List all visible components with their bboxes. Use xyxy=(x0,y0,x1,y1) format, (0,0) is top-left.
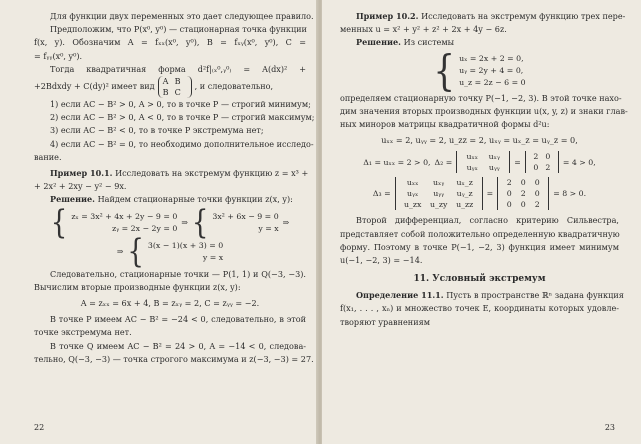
matrix-cell: A xyxy=(162,76,169,87)
matrix-cell: uᵧ_z xyxy=(456,189,473,199)
matrix-cell: 0 xyxy=(506,189,512,199)
text-line: дим значения вторых производных функции u(x, y, z) и знаки глав- xyxy=(340,105,628,116)
matrix-cell: uᵧᵧ xyxy=(433,189,445,199)
matrix-cell: uₓᵧ xyxy=(433,178,445,188)
text-line: = fᵧᵧ(x⁰, y⁰). xyxy=(34,50,83,61)
text-line: В точке Q имеем AC − B² = 24 > 0, A = −14 < 0, следова- xyxy=(50,340,306,351)
implies-arrow: ⇒ xyxy=(181,217,188,227)
brace: { xyxy=(191,203,209,242)
text-line: вание. xyxy=(34,151,62,162)
equation: uᵧ = 2y + 4 = 0, xyxy=(459,65,524,75)
solution-line xyxy=(34,193,306,206)
right-page xyxy=(322,0,641,444)
matrix-cell: B xyxy=(174,76,181,87)
system-2 xyxy=(212,211,278,235)
page-number: 23 xyxy=(604,423,615,432)
equation: zᵧ = 2x − 2y = 0 xyxy=(112,223,178,233)
matrix-cell: 0 xyxy=(506,200,512,210)
formula-line: A = zₓₓ = 6x + 4, B = zₓᵧ = 2, C = zᵧᵧ = −2. xyxy=(80,298,260,309)
matrix-cell: 2 xyxy=(545,163,551,173)
equation-system xyxy=(340,45,619,96)
matrix-cell: uᵧₓ xyxy=(466,163,478,173)
equation-system-row xyxy=(34,203,306,242)
matrix-cell: 0 xyxy=(533,163,539,173)
text-line: Следовательно, стационарные точки — P(1, 1) и Q(−3, −3). xyxy=(50,268,306,279)
equation: y = x xyxy=(202,252,224,262)
matrix-cell: uᵧₓ xyxy=(407,189,419,199)
equation: uₓ = 2x + 2 = 0, xyxy=(459,53,524,63)
delta-1-2-row xyxy=(340,151,619,173)
example-text: Исследовать на экстремум функцию z = x³ + xyxy=(115,168,309,179)
solution-label: Решение. xyxy=(50,194,95,205)
matrix-cell: 2 xyxy=(534,200,540,210)
matrix-cell: uₓ_z xyxy=(456,178,473,188)
matrix-cell: 0 xyxy=(520,200,526,210)
text-line: менных u = x² + y² + z² + 2x + 4y − 6z. xyxy=(340,24,507,35)
criterion-2: 2) если AC − B² > 0, A < 0, то в точке P — строгий максимум; xyxy=(50,112,315,123)
text-line: В точке P имеем AC − B² = −24 < 0, следовательно, в этой xyxy=(50,314,306,325)
criterion-1: 1) если AC − B² > 0, A > 0, то в точке P — строгий минимум; xyxy=(50,99,311,110)
matrix-cell: uₓᵧ xyxy=(488,152,500,162)
text-line: f(x, y). Обозначим A = fₓₓ(x⁰, y⁰), B = fₓᵧ(x⁰, y⁰), C = xyxy=(34,37,306,48)
matrix-cell: uᵧᵧ xyxy=(488,163,500,173)
equation: 3x² + 6x − 9 = 0 xyxy=(212,211,279,221)
system-equations xyxy=(459,53,526,89)
matrix-line xyxy=(34,76,306,98)
criterion-3: 3) если AC − B² < 0, то в точке P экстремума нет; xyxy=(50,125,264,136)
solution-text: Найдем стационарные точки функции z(x, y): xyxy=(97,194,293,205)
text-line: u(−1, −2, 3) = −14. xyxy=(340,255,423,266)
example-title: Пример 10.2. xyxy=(356,11,419,21)
matrix-cell: 0 xyxy=(520,178,526,188)
ab-matrix xyxy=(158,76,192,98)
text-line: Вычислим вторые производные функции z(x, y): xyxy=(34,281,241,292)
delta-3-label: Δ₃ = xyxy=(372,189,391,199)
equals: = xyxy=(486,189,494,199)
delta-2-result: = 4 > 0, xyxy=(562,157,596,167)
matrix-cell: 0 xyxy=(534,178,540,188)
system-3 xyxy=(148,240,223,264)
equals: = xyxy=(514,157,521,167)
formula-line: uₓₓ = 2, uᵧᵧ = 2, u_zz = 2, uₓᵧ = uₓ_z = uᵧ_z = 0, xyxy=(381,135,578,146)
equation-system-row xyxy=(34,232,306,271)
solution-line xyxy=(340,36,619,49)
criterion-4: 4) если AC − B² = 0, то необходимо дополнительное исследо- xyxy=(50,138,314,149)
matrix-cell: u_zz xyxy=(456,200,474,210)
matrix-cell: uₓₓ xyxy=(466,152,479,162)
text-line: тельно, Q(−3, −3) — точка строгого максимума и z(−3, −3) = 27. xyxy=(34,353,314,364)
text-line: определяем стационарную точку P(−1, −2, 3). В этой точке нахо- xyxy=(340,92,622,103)
delta-3-result: = 8 > 0. xyxy=(553,189,587,199)
brace: { xyxy=(50,203,68,242)
matrix-cell: 2 xyxy=(533,152,539,162)
left-page xyxy=(0,0,318,444)
definition-text: Пусть в пространстве ℝⁿ задана функция xyxy=(446,290,624,301)
delta-2-label: Δ₂ = xyxy=(434,157,453,167)
matrix-cell: 0 xyxy=(534,189,540,199)
text-line: Предположим, что P(x⁰, y⁰) — стационарная точка функции xyxy=(50,24,307,35)
text-line: представляет собой положительно определенную квадратичную xyxy=(340,228,620,239)
brace: { xyxy=(127,232,144,271)
delta-2-symbolic xyxy=(456,151,510,173)
page-number: 22 xyxy=(34,423,45,432)
definition-title: Определение 11.1. xyxy=(356,290,444,301)
implies-arrow: ⇒ xyxy=(116,246,124,256)
matrix-cell: u_zx xyxy=(403,200,422,210)
delta-3-row xyxy=(340,177,619,210)
delta-2-numeric xyxy=(525,151,559,173)
text-line: Второй дифференциал, согласно критерию Сильвестра, xyxy=(356,215,619,226)
text-line: Тогда квадратичная форма d²f|₍ₓ⁰,ᵧ⁰₎ = A(dx)² + xyxy=(50,63,306,74)
text-line: точке экстремума нет. xyxy=(34,327,132,338)
section-title: 11. Условный экстремум xyxy=(413,274,546,285)
implies-arrow: ⇒ xyxy=(282,217,290,227)
solution-text: Из системы xyxy=(403,37,455,48)
example-header xyxy=(34,167,309,180)
delta-1: Δ₁ = uₓₓ = 2 > 0, xyxy=(363,157,431,167)
solution-label: Решение. xyxy=(356,37,401,48)
equation: 3(x − 1)(x + 3) = 0 xyxy=(147,240,224,250)
definition-header xyxy=(340,289,624,302)
matrix-cell: C xyxy=(174,87,181,98)
text-line: форму. Поэтому в точке P(−1, −2, 3) функция имеет минимум xyxy=(340,241,619,252)
example-header xyxy=(340,10,626,23)
text-line: творяют уравнениям xyxy=(340,316,430,327)
text-line: +2Bdxdy + C(dy)² имеет вид xyxy=(34,81,155,92)
text-line: ных миноров матрицы квадратичной формы d²u: xyxy=(340,119,550,130)
text-line: , и следовательно, xyxy=(194,81,274,92)
text-line: f(x₁, . . . , xₙ) и множество точек E, координаты которых удовле- xyxy=(340,303,619,314)
equation: zₓ = 3x² + 4x + 2y − 9 = 0 xyxy=(71,211,178,221)
equation: y = x xyxy=(258,223,279,233)
matrix-cell: 0 xyxy=(545,152,551,162)
matrix-cell: u_zy xyxy=(429,200,448,210)
text-line: + 2x² + 2xy − y² − 9x. xyxy=(34,181,127,192)
brace: { xyxy=(433,45,456,96)
matrix-cell: uₓₓ xyxy=(406,178,419,188)
matrix-cell: 2 xyxy=(506,178,512,188)
example-text: Исследовать на экстремум функцию трех пере- xyxy=(421,11,626,21)
delta-3-numeric xyxy=(497,177,549,210)
example-title: Пример 10.1. xyxy=(50,168,113,179)
system-1 xyxy=(71,211,177,235)
matrix-cell: B xyxy=(162,87,169,98)
matrix-cell: 2 xyxy=(520,189,526,199)
text-line: Для функции двух переменных это дает следующее правило. xyxy=(50,11,314,21)
delta-3-symbolic xyxy=(395,177,483,210)
equation: u_z = 2z − 6 = 0 xyxy=(459,77,526,87)
